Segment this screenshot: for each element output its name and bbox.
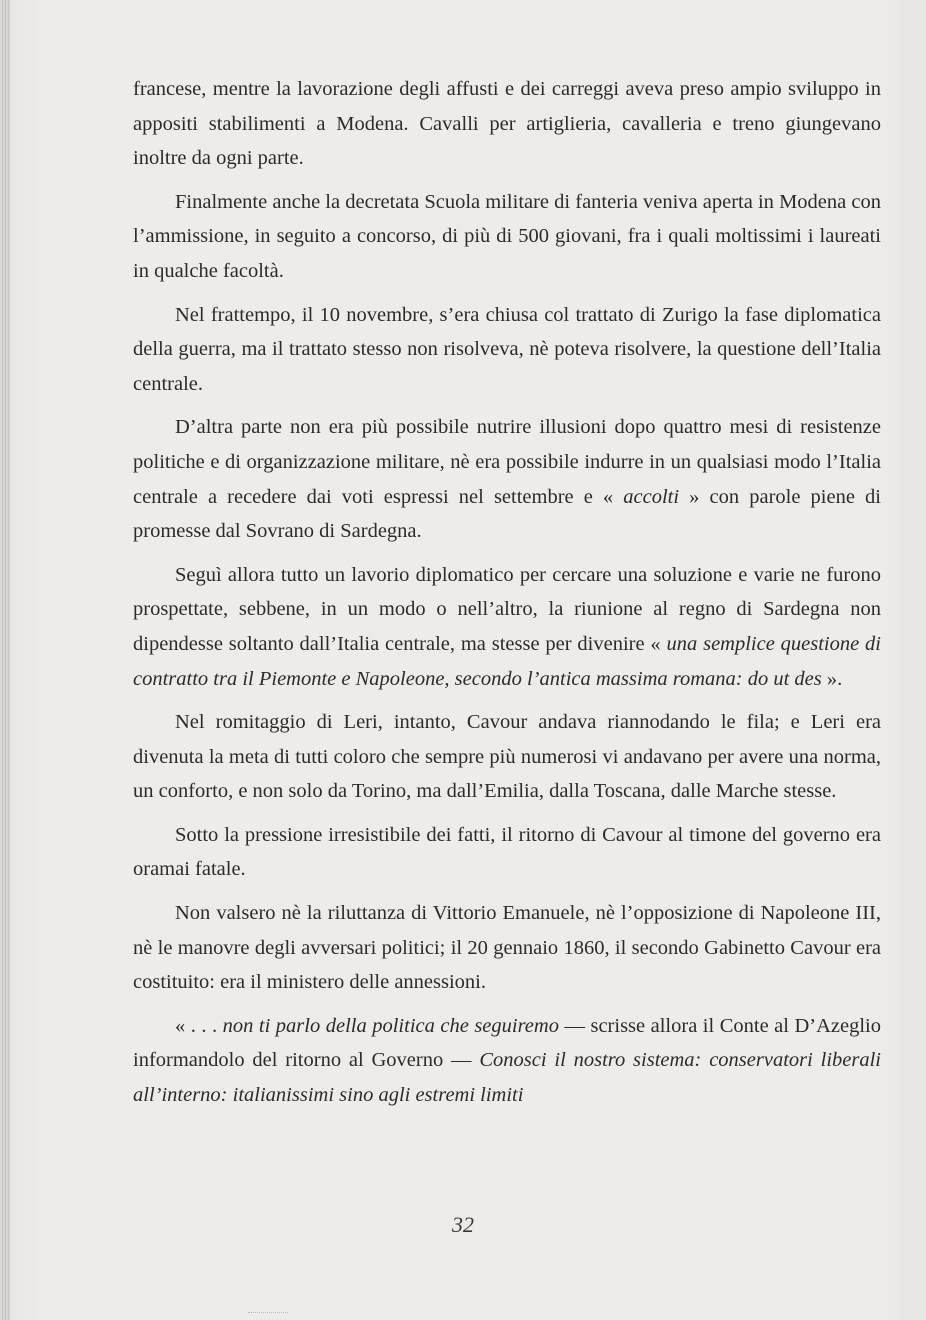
text-run: Nel frattempo, il 10 novembre, s’era chiusa col trattato di Zurigo la fase diplomatica della guerra, ma il trattato stesso non risolveva, nè poteva risolvere, la questione dell’Italia centrale. bbox=[133, 303, 881, 395]
italic-text: Conosci il nostro sistema: conservatori liberali all’interno: italianissimi sino agli estremi limiti bbox=[133, 1049, 881, 1107]
text-run: D’altra parte non era più possibile nutrire illusioni dopo quattro mesi di resistenze politiche e di organizzazione militare, nè era possibile indurre in un qualsiasi modo l’Italia centrale a recedere dai voti espressi nel settembre e « bbox=[133, 416, 881, 508]
text-run: francese, mentre la lavorazione degli affusti e dei carreggi aveva preso ampio sviluppo in appositi stabilimenti a Modena. Cavalli per artiglieria, cavalleria e treno giungevano inoltre da ogni parte. bbox=[133, 78, 881, 170]
text-run: Sotto la pressione irresistibile dei fatti, il ritorno di Cavour al timone del governo era oramai fatale. bbox=[133, 823, 881, 881]
text-run: Non valsero nè la riluttanza di Vittorio Emanuele, nè l’opposizione di Napoleone III, nè le manovre degli avversari politici; il 20 gennaio 1860, il secondo Gabinetto Cavour era costituito: era il ministero delle annessioni. bbox=[133, 902, 881, 994]
text-run: Finalmente anche la decretata Scuola militare di fanteria veniva aperta in Modena con l’ammissione, in seguito a concorso, di più di 500 giovani, fra i quali moltissimi i laureati in qualche facoltà. bbox=[133, 190, 881, 282]
italic-text: una semplice questione di contratto tra il Piemonte e Napoleone, secondo l’antica massima romana: do ut des bbox=[133, 632, 882, 690]
paragraph bbox=[133, 72, 881, 176]
bottom-mark bbox=[248, 1312, 288, 1317]
paragraph bbox=[133, 705, 881, 809]
binding-gutter bbox=[2, 0, 10, 1320]
body-text bbox=[133, 72, 881, 1122]
page-number: 32 bbox=[452, 1212, 474, 1237]
paragraph bbox=[133, 896, 881, 1000]
paragraph bbox=[133, 558, 881, 696]
text-run: Seguì allora tutto un lavorio diplomatico per cercare una soluzione e varie ne furono prospettate, sebbene, in un modo o nell’altro, la riunione al regno di Sardegna non dipendesse soltanto dall’Italia centrale, ma stesse per divenire « bbox=[133, 563, 881, 655]
paragraph bbox=[133, 410, 881, 548]
text-run: » con parole piene di promesse dal Sovrano di Sardegna. bbox=[133, 485, 881, 543]
paragraph bbox=[133, 1009, 881, 1113]
text-run: Nel romitaggio di Leri, intanto, Cavour andava riannodando le fila; e Leri era divenuta la meta di tutti coloro che sempre più numerosi vi andavano per avere una norma, un conforto, e non solo da Torino, ma dall’Emilia, dalla Toscana, dalle Marche stesse. bbox=[133, 711, 881, 803]
paragraph bbox=[133, 298, 881, 402]
text-run: « . . . bbox=[175, 1014, 223, 1037]
text-run: — scrisse allora il Conte al D’Azeglio informandolo del ritorno al Governo — bbox=[133, 1014, 882, 1072]
paragraph bbox=[133, 185, 881, 289]
paragraph bbox=[133, 818, 881, 887]
italic-text: non ti parlo della politica che seguiremo bbox=[222, 1014, 559, 1037]
italic-text: accolti bbox=[623, 485, 680, 508]
text-run: ». bbox=[821, 667, 843, 690]
